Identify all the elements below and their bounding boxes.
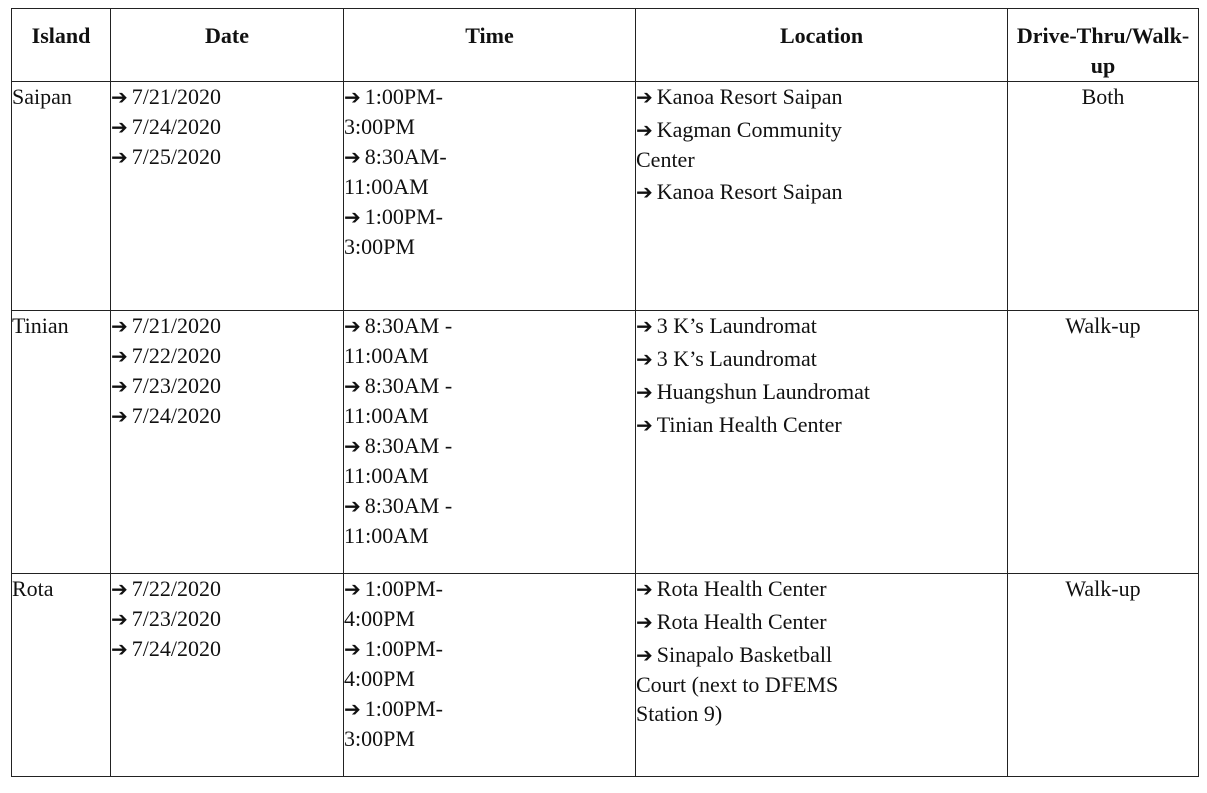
arrow-right-icon: ➔ <box>111 145 128 169</box>
location-cell <box>636 82 1008 311</box>
drive-thru-walk-up-cell: Both <box>1008 82 1199 311</box>
arrow-right-icon: ➔ <box>344 145 361 169</box>
header-location: Location <box>636 9 1008 82</box>
arrow-right-icon: ➔ <box>111 404 128 428</box>
date-entry: ➔ 7/22/2020 <box>111 343 221 368</box>
time-entry: ➔ 1:00PM-3:00PM <box>344 204 444 259</box>
date-entry: ➔ 7/23/2020 <box>111 606 221 631</box>
arrow-right-icon: ➔ <box>344 205 361 229</box>
header-drive-thru-walk-up: Drive-Thru/Walk-up <box>1008 9 1199 82</box>
time-entry: ➔ 1:00PM-3:00PM <box>344 696 444 751</box>
location-entry: ➔ Tinian Health Center <box>636 412 842 437</box>
date-cell <box>111 82 344 311</box>
island-cell: Tinian <box>12 311 111 574</box>
arrow-right-icon: ➔ <box>636 610 653 634</box>
arrow-right-icon: ➔ <box>344 374 361 398</box>
date-entry: ➔ 7/24/2020 <box>111 636 221 661</box>
time-entry: ➔ 8:30AM - 11:00AM <box>344 433 453 488</box>
arrow-right-icon: ➔ <box>111 344 128 368</box>
arrow-right-icon: ➔ <box>111 637 128 661</box>
header-time: Time <box>344 9 636 82</box>
arrow-right-icon: ➔ <box>344 494 361 518</box>
time-entry: ➔ 8:30AM - 11:00AM <box>344 493 453 548</box>
time-entry: ➔ 1:00PM-4:00PM <box>344 576 444 631</box>
date-cell <box>111 311 344 574</box>
date-cell <box>111 574 344 777</box>
table-row-rota <box>12 574 1199 777</box>
arrow-right-icon: ➔ <box>344 85 361 109</box>
arrow-right-icon: ➔ <box>636 347 653 371</box>
time-entry: ➔ 1:00PM-3:00PM <box>344 84 444 139</box>
arrow-right-icon: ➔ <box>636 314 653 338</box>
date-entry: ➔ 7/21/2020 <box>111 84 221 109</box>
date-entry: ➔ 7/23/2020 <box>111 373 221 398</box>
location-entry: ➔ Huangshun Laundromat <box>636 379 870 404</box>
header-island: Island <box>12 9 111 82</box>
time-entry: ➔ 8:30AM-11:00AM <box>344 144 447 199</box>
table-row-tinian <box>12 311 1199 574</box>
date-entry: ➔ 7/21/2020 <box>111 313 221 338</box>
time-cell <box>344 574 636 777</box>
time-entry: ➔ 8:30AM - 11:00AM <box>344 313 453 368</box>
arrow-right-icon: ➔ <box>344 434 361 458</box>
date-entry: ➔ 7/25/2020 <box>111 144 221 169</box>
drive-thru-walk-up-cell: Walk-up <box>1008 311 1199 574</box>
arrow-right-icon: ➔ <box>111 607 128 631</box>
location-cell <box>636 574 1008 777</box>
arrow-right-icon: ➔ <box>636 643 653 667</box>
drive-thru-walk-up-cell: Walk-up <box>1008 574 1199 777</box>
island-cell: Saipan <box>12 82 111 311</box>
arrow-right-icon: ➔ <box>636 577 653 601</box>
location-entry: ➔ Kagman Community Center <box>636 117 842 172</box>
location-entry: ➔ Rota Health Center <box>636 609 827 634</box>
arrow-right-icon: ➔ <box>636 180 653 204</box>
testing-schedule-table <box>11 8 1199 777</box>
time-cell <box>344 311 636 574</box>
date-entry: ➔ 7/24/2020 <box>111 403 221 428</box>
location-entry: ➔ Kanoa Resort Saipan <box>636 84 843 109</box>
table-row-saipan <box>12 82 1199 311</box>
location-cell <box>636 311 1008 574</box>
arrow-right-icon: ➔ <box>344 697 361 721</box>
header-row <box>12 9 1199 82</box>
arrow-right-icon: ➔ <box>111 577 128 601</box>
arrow-right-icon: ➔ <box>344 314 361 338</box>
time-entry: ➔ 8:30AM - 11:00AM <box>344 373 453 428</box>
arrow-right-icon: ➔ <box>636 380 653 404</box>
arrow-right-icon: ➔ <box>344 577 361 601</box>
arrow-right-icon: ➔ <box>111 115 128 139</box>
arrow-right-icon: ➔ <box>344 637 361 661</box>
time-entry: ➔ 1:00PM-4:00PM <box>344 636 444 691</box>
header-date: Date <box>111 9 344 82</box>
island-cell: Rota <box>12 574 111 777</box>
location-entry: ➔ 3 K’s Laundromat <box>636 346 817 371</box>
time-cell <box>344 82 636 311</box>
arrow-right-icon: ➔ <box>636 85 653 109</box>
arrow-right-icon: ➔ <box>636 413 653 437</box>
date-entry: ➔ 7/24/2020 <box>111 114 221 139</box>
arrow-right-icon: ➔ <box>111 85 128 109</box>
arrow-right-icon: ➔ <box>111 374 128 398</box>
arrow-right-icon: ➔ <box>111 314 128 338</box>
arrow-right-icon: ➔ <box>636 118 653 142</box>
location-entry: ➔ Sinapalo Basketball Court (next to DFEMS Station 9) <box>636 642 839 726</box>
date-entry: ➔ 7/22/2020 <box>111 576 221 601</box>
location-entry: ➔ Kanoa Resort Saipan <box>636 179 843 204</box>
location-entry: ➔ Rota Health Center <box>636 576 827 601</box>
location-entry: ➔ 3 K’s Laundromat <box>636 313 817 338</box>
